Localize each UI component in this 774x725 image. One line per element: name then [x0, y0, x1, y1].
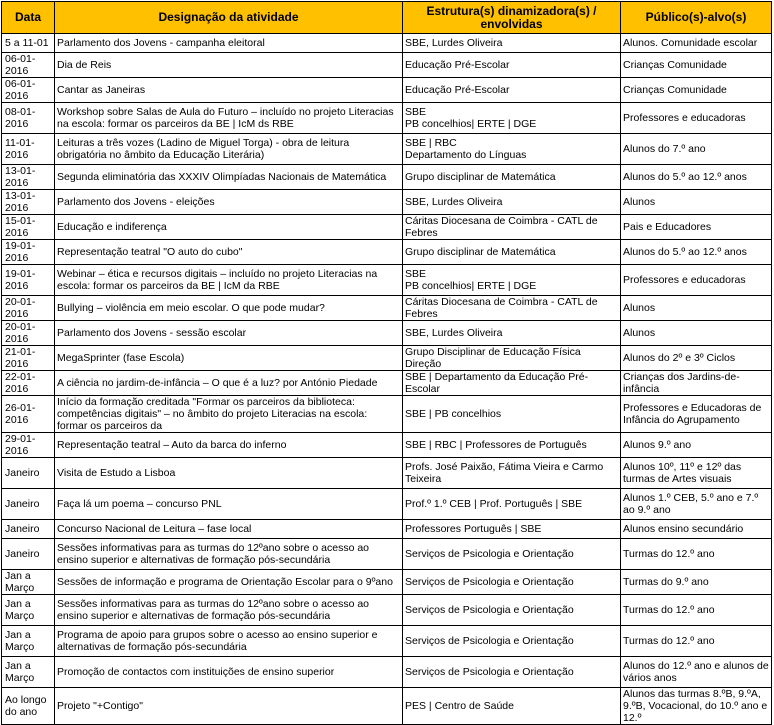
- cell-structure: Serviços de Psicologia e Orientação: [403, 595, 621, 626]
- cell-activity: Webinar – ética e recursos digitais – incluído no projeto Literacias na escola: formar os parceiros da BE | IcM da RBE: [55, 265, 403, 296]
- cell-activity: Projeto "+Contigo": [55, 688, 403, 725]
- table-row: [2, 458, 772, 489]
- cell-activity: Promoção de contactos com instituições de ensino superior: [55, 657, 403, 688]
- cell-structure: SBE | RBC Departamento do Línguas: [403, 134, 621, 165]
- header-date: Data: [2, 2, 55, 34]
- cell-structure: Serviços de Psicologia e Orientação: [403, 570, 621, 595]
- cell-audience: Alunos do 12.º ano e alunos de vários anos: [621, 657, 772, 688]
- cell-activity: Dia de Reis: [55, 53, 403, 78]
- cell-audience: Turmas do 12.º ano: [621, 595, 772, 626]
- cell-structure: Serviços de Psicologia e Orientação: [403, 626, 621, 657]
- cell-activity: Início da formação creditada "Formar os parceiros da biblioteca: competências digitais" – no âmbito do projeto Literacias na escola: formar os parceiros da: [55, 396, 403, 433]
- table-row: [2, 539, 772, 570]
- cell-audience: Turmas do 12.º ano: [621, 626, 772, 657]
- cell-audience: Turmas do 12.º ano: [621, 539, 772, 570]
- cell-structure: SBE PB concelhios| ERTE | DGE: [403, 103, 621, 134]
- cell-audience: Professores e Educadoras de Infância do Agrupamento: [621, 396, 772, 433]
- cell-audience: Crianças Comunidade: [621, 78, 772, 103]
- cell-activity: Leituras a três vozes (Ladino de Miguel Torga) - obra de leitura obrigatória no âmbito da Educação Literária): [55, 134, 403, 165]
- cell-date: 22-01-2016: [2, 371, 55, 396]
- cell-structure: SBE, Lurdes Oliveira: [403, 190, 621, 215]
- cell-structure: SBE | PB concelhios: [403, 396, 621, 433]
- cell-structure: Serviços de Psicologia e Orientação: [403, 657, 621, 688]
- table-row: [2, 78, 772, 103]
- table-row: [2, 190, 772, 215]
- cell-activity: Bullying – violência em meio escolar. O que pode mudar?: [55, 296, 403, 321]
- table-row: [2, 240, 772, 265]
- cell-activity: Workshop sobre Salas de Aula do Futuro – incluído no projeto Literacias na escola: formar os parceiros da BE | IcM ds RBE: [55, 103, 403, 134]
- cell-structure: PES | Centro de Saúde: [403, 688, 621, 725]
- cell-audience: Alunos: [621, 190, 772, 215]
- table-row: [2, 396, 772, 433]
- table-row: [2, 433, 772, 458]
- cell-date: 06-01-2016: [2, 53, 55, 78]
- cell-date: Jan a Março: [2, 657, 55, 688]
- cell-audience: Alunos 1.º CEB, 5.º ano e 7.º ao 9.º ano: [621, 489, 772, 520]
- cell-structure: Prof.º 1.º CEB | Prof. Português | SBE: [403, 489, 621, 520]
- cell-audience: Alunos das turmas 8.ºB, 9.ºA, 9.ºB, Vocacional, do 10.º ano e 12.º: [621, 688, 772, 725]
- table-row: [2, 34, 772, 53]
- cell-date: Jan a Março: [2, 570, 55, 595]
- cell-activity: Programa de apoio para grupos sobre o acesso ao ensino superior e alternativas de formação pós-secundária: [55, 626, 403, 657]
- cell-structure: Cáritas Diocesana de Coimbra - CATL de Febres: [403, 215, 621, 240]
- cell-structure: Educação Pré-Escolar: [403, 78, 621, 103]
- table-row: [2, 520, 772, 539]
- cell-structure: Professores Português | SBE: [403, 520, 621, 539]
- cell-activity: Sessões informativas para as turmas do 12ºano sobre o acesso ao ensino superior e alternativas de formação pós-secundária: [55, 539, 403, 570]
- cell-date: 26-01-2016: [2, 396, 55, 433]
- table-row: [2, 53, 772, 78]
- cell-activity: Educação e indiferença: [55, 215, 403, 240]
- cell-date: 21-01-2016: [2, 346, 55, 371]
- cell-date: Ao longo do ano: [2, 688, 55, 725]
- table-row: [2, 321, 772, 346]
- header-row: [2, 2, 772, 34]
- cell-activity: Representação teatral "O auto do cubo": [55, 240, 403, 265]
- cell-structure: Cáritas Diocesana de Coimbra - CATL de Febres: [403, 296, 621, 321]
- cell-structure: SBE | Departamento da Educação Pré-Escolar: [403, 371, 621, 396]
- cell-audience: Pais e Educadores: [621, 215, 772, 240]
- cell-audience: Alunos do 7.º ano: [621, 134, 772, 165]
- cell-date: 20-01-2016: [2, 296, 55, 321]
- cell-activity: Cantar as Janeiras: [55, 78, 403, 103]
- cell-activity: Parlamento dos Jovens - eleições: [55, 190, 403, 215]
- cell-audience: Alunos do 5.º ao 12.º anos: [621, 240, 772, 265]
- cell-activity: A ciência no jardim-de-infância – O que é a luz? por António Piedade: [55, 371, 403, 396]
- cell-date: 15-01-2016: [2, 215, 55, 240]
- cell-audience: Crianças dos Jardins-de-infância: [621, 371, 772, 396]
- cell-audience: Professores e educadoras: [621, 103, 772, 134]
- cell-activity: MegaSprinter (fase Escola): [55, 346, 403, 371]
- cell-audience: Alunos do 2º e 3º Ciclos: [621, 346, 772, 371]
- cell-audience: Crianças Comunidade: [621, 53, 772, 78]
- cell-structure: Profs. José Paixão, Fátima Vieira e Carmo Teixeira: [403, 458, 621, 489]
- cell-audience: Alunos: [621, 296, 772, 321]
- header-audience: Público(s)-alvo(s): [621, 2, 772, 34]
- cell-date: 13-01-2016: [2, 165, 55, 190]
- cell-activity: Parlamento dos Jovens - sessão escolar: [55, 321, 403, 346]
- cell-activity: Representação teatral – Auto da barca do inferno: [55, 433, 403, 458]
- cell-audience: Turmas do 9.º ano: [621, 570, 772, 595]
- table-row: [2, 595, 772, 626]
- cell-structure: Serviços de Psicologia e Orientação: [403, 539, 621, 570]
- cell-activity: Parlamento dos Jovens - campanha eleitoral: [55, 34, 403, 53]
- cell-audience: Alunos do 5.º ao 12.º anos: [621, 165, 772, 190]
- cell-activity: Concurso Nacional de Leitura – fase local: [55, 520, 403, 539]
- cell-audience: Alunos ensino secundário: [621, 520, 772, 539]
- cell-structure: Educação Pré-Escolar: [403, 53, 621, 78]
- cell-date: Janeiro: [2, 489, 55, 520]
- cell-date: Janeiro: [2, 458, 55, 489]
- cell-date: 5 a 11-01: [2, 34, 55, 53]
- cell-date: 13-01-2016: [2, 190, 55, 215]
- table-row: [2, 215, 772, 240]
- header-structure: Estrutura(s) dinamizadora(s) / envolvidas: [403, 2, 621, 34]
- cell-date: 29-01-2016: [2, 433, 55, 458]
- cell-date: 11-01-2016: [2, 134, 55, 165]
- table-row: [2, 371, 772, 396]
- cell-audience: Professores e educadoras: [621, 265, 772, 296]
- table-row: [2, 570, 772, 595]
- cell-structure: Grupo disciplinar de Matemática: [403, 240, 621, 265]
- cell-activity: Visita de Estudo a Lisboa: [55, 458, 403, 489]
- cell-structure: Grupo disciplinar de Matemática: [403, 165, 621, 190]
- cell-audience: Alunos. Comunidade escolar: [621, 34, 772, 53]
- table-row: [2, 657, 772, 688]
- activities-table: [1, 1, 772, 725]
- table-row: [2, 296, 772, 321]
- cell-date: 19-01-2016: [2, 265, 55, 296]
- table-row: [2, 134, 772, 165]
- cell-structure: Grupo Disciplinar de Educação Física Direção: [403, 346, 621, 371]
- table-row: [2, 626, 772, 657]
- table-row: [2, 489, 772, 520]
- cell-date: 08-01-2016: [2, 103, 55, 134]
- table-row: [2, 346, 772, 371]
- cell-activity: Sessões informativas para as turmas do 12ºano sobre o acesso ao ensino superior e alternativas de formação pós-secundária: [55, 595, 403, 626]
- cell-activity: Faça lá um poema – concurso PNL: [55, 489, 403, 520]
- table-row: [2, 688, 772, 725]
- header-activity: Designação da atividade: [55, 2, 403, 34]
- cell-date: Jan a Março: [2, 595, 55, 626]
- cell-structure: SBE | RBC | Professores de Português: [403, 433, 621, 458]
- cell-date: Jan a Março: [2, 626, 55, 657]
- cell-audience: Alunos 10º, 11º e 12º das turmas de Artes visuais: [621, 458, 772, 489]
- cell-activity: Segunda eliminatória das XXXIV Olimpíadas Nacionais de Matemática: [55, 165, 403, 190]
- cell-structure: SBE PB concelhios| ERTE | DGE: [403, 265, 621, 296]
- table-row: [2, 265, 772, 296]
- cell-structure: SBE, Lurdes Oliveira: [403, 321, 621, 346]
- cell-date: Janeiro: [2, 520, 55, 539]
- cell-structure: SBE, Lurdes Oliveira: [403, 34, 621, 53]
- cell-activity: Sessões de informação e programa de Orientação Escolar para o 9ºano: [55, 570, 403, 595]
- cell-audience: Alunos: [621, 321, 772, 346]
- cell-date: Janeiro: [2, 539, 55, 570]
- cell-date: 20-01-2016: [2, 321, 55, 346]
- cell-date: 06-01-2016: [2, 78, 55, 103]
- table-row: [2, 103, 772, 134]
- table-row: [2, 165, 772, 190]
- cell-audience: Alunos 9.º ano: [621, 433, 772, 458]
- cell-date: 19-01-2016: [2, 240, 55, 265]
